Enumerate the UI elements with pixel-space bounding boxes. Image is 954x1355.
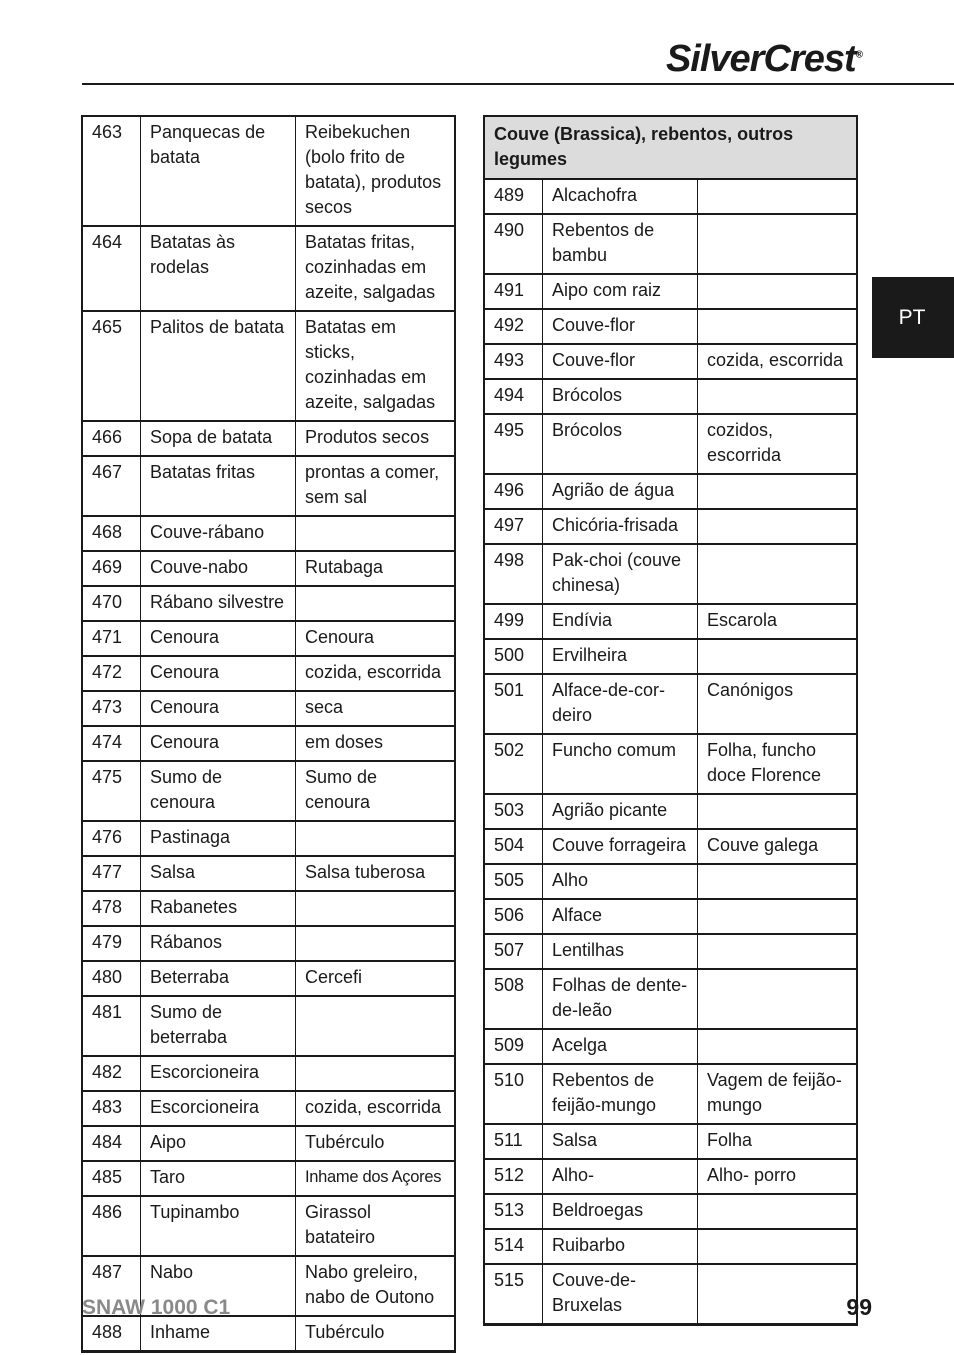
table-header-row [485,117,857,180]
food-name-cell: Endívia [543,604,698,639]
food-name-cell: Chicória-frisada [543,509,698,544]
description-cell: Folha, funcho doce Florence [698,734,857,794]
description-cell: Produtos secos [296,421,455,456]
food-name-cell: Sumo de cenoura [141,761,296,821]
description-cell [698,864,857,899]
description-cell: Tubérculo [296,1316,455,1351]
description-cell: Girassol batateiro [296,1196,455,1256]
food-name-cell: Ruibarbo [543,1229,698,1264]
code-cell: 479 [83,926,141,961]
table-row [83,691,455,726]
code-cell: 500 [485,639,543,674]
food-name-cell: Couve-flor [543,309,698,344]
table-row [83,726,455,761]
food-name-cell: Couve-nabo [141,551,296,586]
code-cell: 488 [83,1316,141,1351]
food-name-cell: Alface-de-cor-deiro [543,674,698,734]
code-cell: 489 [485,179,543,214]
code-cell: 475 [83,761,141,821]
code-cell: 485 [83,1161,141,1196]
food-name-cell: Rebentos de feijão-mungo [543,1064,698,1124]
table-row [83,961,455,996]
code-cell: 495 [485,414,543,474]
description-cell [698,379,857,414]
code-cell: 494 [485,379,543,414]
description-cell [698,934,857,969]
code-cell: 509 [485,1029,543,1064]
table-row [485,309,857,344]
food-code-table-left [82,116,455,1352]
code-cell: 467 [83,456,141,516]
table-row [485,604,857,639]
description-cell [698,639,857,674]
description-cell: Batatas fritas, cozinhadas em azeite, salgadas [296,226,455,311]
table-row [485,1264,857,1324]
food-code-table-right [484,116,857,1325]
food-name-cell: Cenoura [141,656,296,691]
food-name-cell: Aipo com raiz [543,274,698,309]
description-cell [698,544,857,604]
food-name-cell: Nabo [141,1256,296,1316]
food-name-cell: Batatas às rodelas [141,226,296,311]
table-row [83,117,455,227]
food-name-cell: Taro [141,1161,296,1196]
table-row [83,1056,455,1091]
code-cell: 507 [485,934,543,969]
food-name-cell: Sopa de batata [141,421,296,456]
description-cell [296,821,455,856]
code-cell: 505 [485,864,543,899]
food-name-cell: Escorcioneira [141,1056,296,1091]
food-name-cell: Escorcioneira [141,1091,296,1126]
food-name-cell: Salsa [543,1124,698,1159]
code-cell: 491 [485,274,543,309]
food-name-cell: Couve-rábano [141,516,296,551]
code-cell: 473 [83,691,141,726]
food-name-cell: Lentilhas [543,934,698,969]
code-cell: 504 [485,829,543,864]
food-name-cell: Alcachofra [543,179,698,214]
table-row [83,821,455,856]
food-name-cell: Tupinambo [141,1196,296,1256]
code-cell: 486 [83,1196,141,1256]
description-cell [698,214,857,274]
food-name-cell: Inhame [141,1316,296,1351]
description-cell: Nabo greleiro, nabo de Outono [296,1256,455,1316]
food-name-cell: Agrião picante [543,794,698,829]
food-name-cell: Aipo [141,1126,296,1161]
code-cell: 508 [485,969,543,1029]
table-row [485,544,857,604]
code-cell: 515 [485,1264,543,1324]
table-row [485,509,857,544]
food-name-cell: Salsa [141,856,296,891]
table-row [83,891,455,926]
table-row [485,344,857,379]
food-name-cell: Pak-choi (couve chinesa) [543,544,698,604]
table-row [83,551,455,586]
table-row [485,274,857,309]
table-row [83,621,455,656]
table-row [83,586,455,621]
table-row [485,379,857,414]
table-row [83,226,455,311]
food-name-cell: Brócolos [543,414,698,474]
table-row [83,1161,455,1196]
food-name-cell: Folhas de dente-de-leão [543,969,698,1029]
food-name-cell: Rábano silvestre [141,586,296,621]
table-row [485,1124,857,1159]
description-cell: Couve galega [698,829,857,864]
code-cell: 514 [485,1229,543,1264]
table-row [485,214,857,274]
code-cell: 483 [83,1091,141,1126]
description-cell: cozida, escorrida [698,344,857,379]
food-name-cell: Couve forrageira [543,829,698,864]
table-row [485,1159,857,1194]
description-cell [296,926,455,961]
food-name-cell: Rabanetes [141,891,296,926]
description-cell: cozida, escorrida [296,1091,455,1126]
description-cell [296,586,455,621]
code-cell: 474 [83,726,141,761]
header-rule [82,83,954,85]
food-name-cell: Rebentos de bambu [543,214,698,274]
food-name-cell: Ervilheira [543,639,698,674]
table-row [83,421,455,456]
table-row [485,414,857,474]
code-cell: 466 [83,421,141,456]
code-cell: 503 [485,794,543,829]
code-cell: 480 [83,961,141,996]
table-row [485,969,857,1029]
description-cell [698,274,857,309]
description-cell: em doses [296,726,455,761]
table-row [485,934,857,969]
food-name-cell: Alface [543,899,698,934]
description-cell [698,794,857,829]
description-cell: Cercefi [296,961,455,996]
description-cell: Escarola [698,604,857,639]
table-row [485,639,857,674]
code-cell: 502 [485,734,543,794]
table-row [485,1229,857,1264]
code-cell: 501 [485,674,543,734]
code-cell: 465 [83,311,141,421]
description-cell: Vagem de feijão-mungo [698,1064,857,1124]
description-cell: Reibekuchen (bolo frito de batata), produtos secos [296,117,455,227]
food-name-cell: Brócolos [543,379,698,414]
code-cell: 506 [485,899,543,934]
table-row [83,656,455,691]
food-name-cell: Beterraba [141,961,296,996]
table-row [485,474,857,509]
code-cell: 513 [485,1194,543,1229]
code-cell: 477 [83,856,141,891]
description-cell: Batatas em sticks, cozinhadas em azeite, salgadas [296,311,455,421]
food-name-cell: Panquecas de batata [141,117,296,227]
description-cell: Sumo de cenoura [296,761,455,821]
description-cell [698,1264,857,1324]
language-tab: PT [872,277,954,358]
table-row [83,1316,455,1351]
code-cell: 511 [485,1124,543,1159]
food-name-cell: Rábanos [141,926,296,961]
code-cell: 499 [485,604,543,639]
code-cell: 510 [485,1064,543,1124]
table-row [485,899,857,934]
table-row [83,996,455,1056]
description-cell: Cenoura [296,621,455,656]
code-cell: 484 [83,1126,141,1161]
description-cell [698,1194,857,1229]
food-name-cell: Couve-de-Bruxelas [543,1264,698,1324]
code-cell: 464 [83,226,141,311]
category-header: Couve (Brassica), rebentos, outros legumes [485,117,857,180]
food-name-cell: Sumo de beterraba [141,996,296,1056]
code-cell: 470 [83,586,141,621]
code-cell: 469 [83,551,141,586]
food-name-cell: Couve-flor [543,344,698,379]
table-row [485,674,857,734]
table-row [485,734,857,794]
code-cell: 512 [485,1159,543,1194]
code-cell: 463 [83,117,141,227]
description-cell [698,309,857,344]
description-cell: Folha [698,1124,857,1159]
food-name-cell: Acelga [543,1029,698,1064]
table-row [485,794,857,829]
description-cell [296,996,455,1056]
code-cell: 497 [485,509,543,544]
table-row [83,926,455,961]
table-row [485,179,857,214]
code-cell: 487 [83,1256,141,1316]
table-row [83,516,455,551]
description-cell [698,179,857,214]
description-cell [698,509,857,544]
table-row [83,761,455,821]
description-cell: seca [296,691,455,726]
food-name-cell: Beldroegas [543,1194,698,1229]
code-cell: 476 [83,821,141,856]
description-cell: Tubérculo [296,1126,455,1161]
food-name-cell: Cenoura [141,726,296,761]
description-cell: Rutabaga [296,551,455,586]
food-name-cell: Alho [543,864,698,899]
table-row [83,1196,455,1256]
description-cell [296,1056,455,1091]
food-name-cell: Batatas fritas [141,456,296,516]
description-cell: prontas a comer, sem sal [296,456,455,516]
code-cell: 490 [485,214,543,274]
page-number: 99 [846,1294,872,1320]
table-row [83,311,455,421]
description-cell [698,1029,857,1064]
food-name-cell: Alho- [543,1159,698,1194]
table-row [485,864,857,899]
description-cell [296,891,455,926]
description-cell: cozida, escorrida [296,656,455,691]
table-row [485,1029,857,1064]
code-cell: 478 [83,891,141,926]
code-cell: 482 [83,1056,141,1091]
description-cell: Salsa tuberosa [296,856,455,891]
code-cell: 468 [83,516,141,551]
code-cell: 492 [485,309,543,344]
table-row [83,856,455,891]
code-cell: 498 [485,544,543,604]
food-name-cell: Pastinaga [141,821,296,856]
description-cell [698,969,857,1029]
description-cell: Alho- porro [698,1159,857,1194]
code-cell: 481 [83,996,141,1056]
description-cell: Inhame dos Açores [296,1161,455,1196]
description-cell [698,1229,857,1264]
table-row [485,1064,857,1124]
description-cell [698,899,857,934]
food-name-cell: Cenoura [141,691,296,726]
table-row [83,1091,455,1126]
table-row [485,829,857,864]
description-cell: Canónigos [698,674,857,734]
food-name-cell: Cenoura [141,621,296,656]
code-cell: 493 [485,344,543,379]
food-name-cell: Agrião de água [543,474,698,509]
silvercrest-logo: SilverCrest® [665,38,862,80]
model-number: SNAW 1000 C1 [82,1296,231,1319]
code-cell: 471 [83,621,141,656]
description-cell: cozidos, escorrida [698,414,857,474]
code-cell: 472 [83,656,141,691]
table-row [83,1126,455,1161]
table-row [83,456,455,516]
description-cell [296,516,455,551]
code-cell: 496 [485,474,543,509]
food-name-cell: Funcho comum [543,734,698,794]
description-cell [698,474,857,509]
food-name-cell: Palitos de batata [141,311,296,421]
table-row [485,1194,857,1229]
